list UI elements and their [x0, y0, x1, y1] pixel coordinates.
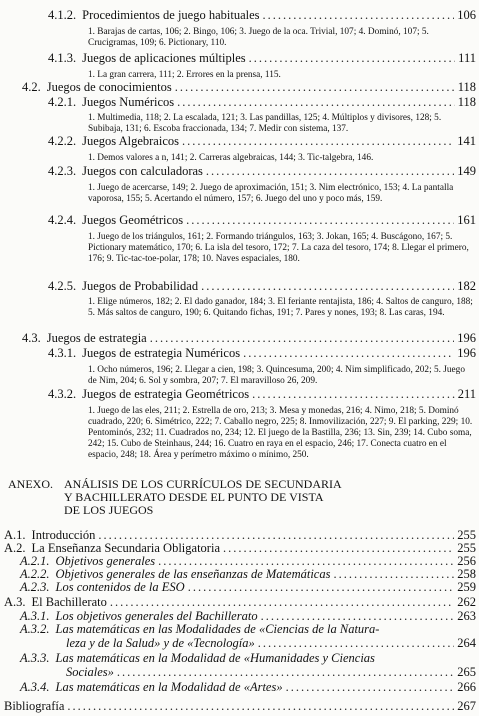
- entry-number: A.1.: [4, 528, 26, 542]
- entry-number: 4.2.: [22, 80, 41, 94]
- entry-title: Objetivos generales: [55, 554, 156, 568]
- toc-entry: [20, 652, 375, 665]
- toc-entry: [22, 81, 476, 94]
- entry-title: Juegos de estrategia: [46, 331, 147, 345]
- leader-dots: [223, 542, 454, 555]
- leader-dots: [158, 555, 454, 568]
- entry-title: Objetivos generales de las enseñanzas de Matemáticas: [55, 567, 331, 581]
- toc-entry: [20, 568, 476, 581]
- entry-number: 4.3.: [22, 331, 41, 345]
- leader-dots: [98, 529, 454, 542]
- leader-dots: [186, 214, 454, 227]
- entry-page: 258: [457, 567, 476, 581]
- entry-number: A.2.3.: [20, 580, 50, 594]
- entry-page: 141: [457, 134, 476, 148]
- entry-title: Juegos con calculadoras: [82, 164, 203, 178]
- entry-page: 265: [457, 665, 476, 679]
- leader-dots: [263, 9, 455, 22]
- toc-entry-continuation: [66, 637, 476, 650]
- entry-number: A.3.3.: [20, 651, 50, 665]
- toc-entry: [20, 581, 476, 594]
- toc-entry: [48, 52, 476, 65]
- leader-dots: [258, 637, 455, 650]
- entry-description: 1. Juego de las eles, 211; 2. Estrella de oro, 213; 3. Mesa y monedas, 216; 4. Nimo, 218; 5. Dominó cuadrado, 220; 6. Simétrico, 222; 7. Caballo negro, 225; 8. Inmovilización, 227; 9. El parking, 229; 10. Pentominós, 232; 11. Cuadrados no, 234; 12. El juego de la Bastilla, 236; 13. Sin, 239; 14. Cubo soma, 242; 15. Cubo de Steinhaus, 244; 16. Cuatro en raya en el espacio, 246; 17. Conecta cuatro en el espacio, 248; 18. Área y perímetro máximo o mínimo, 250.: [88, 406, 473, 461]
- toc-entry: [22, 332, 476, 345]
- entry-page: 259: [457, 580, 476, 594]
- leader-dots: [261, 610, 455, 623]
- toc-entry-bibliography: [4, 700, 476, 713]
- entry-title: Bibliografía: [4, 699, 65, 713]
- entry-title: Juegos Numéricos: [82, 95, 175, 109]
- entry-title: Juegos Algebraicos: [82, 134, 179, 148]
- entry-title: Las matemáticas en la Modalidad de «Artes»: [55, 680, 283, 694]
- entry-page: 256: [457, 554, 476, 568]
- entry-page: 211: [457, 387, 476, 401]
- entry-description: 1. Juego de los triángulos, 161; 2. Formando triángulos, 163; 3. Jokan, 165; 4. Buscágono, 167; 5. Pictionary matemático, 170; 6. La isla del tesoro, 172; 7. La caza del tesoro, 174; 8. Llegar el primero, 176; 9. Tic-tac-toe-polar, 178; 10. Naves espaciales, 180.: [88, 232, 469, 265]
- entry-number: A.2.2.: [20, 567, 50, 581]
- entry-title-line: Sociales»: [66, 665, 114, 679]
- entry-page: 262: [457, 595, 476, 609]
- entry-number: 4.1.3.: [48, 51, 77, 65]
- entry-page: 118: [457, 95, 476, 109]
- entry-page: 196: [457, 346, 476, 360]
- toc-entry: [20, 681, 476, 694]
- toc-entry: [20, 623, 379, 636]
- leader-dots: [243, 347, 454, 360]
- entry-number: 4.2.1.: [48, 95, 77, 109]
- entry-page: 267: [457, 699, 476, 713]
- leader-dots: [110, 596, 454, 609]
- leader-dots: [201, 280, 454, 293]
- toc-entry: [48, 388, 476, 401]
- toc-entry: [20, 555, 476, 568]
- toc-entry-continuation: [66, 666, 476, 679]
- entry-number: 4.2.5.: [48, 279, 77, 293]
- entry-title: Introducción: [31, 528, 96, 542]
- entry-number: A.2.1.: [20, 554, 50, 568]
- entry-title-line: leza y de la Salud» y de «Tecnología»: [66, 636, 255, 650]
- toc-entry: [4, 596, 476, 609]
- leader-dots: [188, 581, 455, 594]
- leader-dots: [182, 135, 454, 148]
- annex-title-line: Y BACHILLERATO DESDE EL PUNTO DE VISTA: [64, 490, 324, 504]
- entry-page: 255: [457, 541, 476, 555]
- entry-description: 1. Ocho números, 196; 2. Llegar a cien, 198; 3. Quincesuma, 200; 4. Nim simplificado, 202; 5. Juego de Nim, 204; 6. Sol y sombra, 207; 7. El maravilloso 26, 209.: [88, 365, 465, 387]
- toc-entry: [20, 610, 476, 623]
- entry-number: A.3.2.: [20, 622, 50, 636]
- entry-title: La Enseñanza Secundaria Obligatoria: [31, 541, 220, 555]
- entry-description: 1. La gran carrera, 111; 2. Errores en la prensa, 115.: [88, 70, 281, 80]
- entry-description: 1. Demos valores a n, 141; 2. Carreras algebraicas, 144; 3. Tic-talgebra, 146.: [88, 153, 374, 163]
- annex-title-line: DE LOS JUEGOS: [64, 503, 154, 517]
- leader-dots: [117, 666, 454, 679]
- entry-number: 4.3.1.: [48, 346, 77, 360]
- entry-page: 196: [457, 331, 476, 345]
- annex-title-line: ANÁLISIS DE LOS CURRÍCULOS DE SECUNDARIA: [64, 477, 342, 491]
- entry-number: A.3.: [4, 595, 26, 609]
- entry-page: 106: [457, 8, 476, 22]
- entry-number: A.2.: [4, 541, 26, 555]
- toc-entry: [48, 135, 476, 148]
- entry-title: Los contenidos de la ESO: [55, 580, 185, 594]
- leader-dots: [175, 81, 455, 94]
- entry-title-line: Las matemáticas en las Modalidades de «Ciencias de la Natura-: [55, 622, 380, 636]
- entry-page: 161: [457, 213, 476, 227]
- entry-title-line: Las matemáticas en la Modalidad de «Humanidades y Ciencias: [55, 651, 375, 665]
- toc-entry: [4, 529, 476, 542]
- toc-entry: [48, 9, 476, 22]
- leader-dots: [150, 332, 455, 345]
- entry-title: Juegos de Probabilidad: [82, 279, 199, 293]
- entry-number: 4.2.4.: [48, 213, 77, 227]
- entry-title: Procedimientos de juego habituales: [82, 8, 260, 22]
- entry-title: Juegos de conocimientos: [46, 80, 172, 94]
- entry-title: El Bachillerato: [31, 595, 107, 609]
- leader-dots: [286, 681, 455, 694]
- leader-dots: [177, 96, 455, 109]
- entry-page: 111: [458, 51, 476, 65]
- entry-page: 149: [457, 164, 476, 178]
- entry-description: 1. Elige números, 182; 2. El dado ganador, 184; 3. El feriante rentajista, 186; 4. Saltos de canguro, 188; 5. Más saltos de canguro, 190; 6. Quitando fichas, 191; 7. Pares y nones, 193; 8. Las caras, 194.: [88, 297, 473, 319]
- entry-description: 1. Multimedia, 118; 2. La escalada, 121; 3. Las pandillas, 125; 4. Múltiplos y divisores, 128; 5. Subibaja, 131; 6. Escoba fraccionada, 134; 7. Medir con sistema, 137.: [88, 113, 442, 135]
- leader-dots: [252, 388, 455, 401]
- toc-entry: [48, 96, 476, 109]
- entry-number: 4.2.2.: [48, 134, 77, 148]
- leader-dots: [249, 52, 456, 65]
- entry-page: 255: [457, 528, 476, 542]
- entry-title: Los objetivos generales del Bachillerato: [55, 609, 258, 623]
- toc-entry: [48, 280, 476, 293]
- toc-entry: [48, 214, 476, 227]
- entry-number: A.3.4.: [20, 680, 50, 694]
- entry-page: 118: [457, 80, 476, 94]
- toc-entry: [4, 542, 476, 555]
- toc-entry: [48, 347, 476, 360]
- entry-title: Juegos Geométricos: [82, 213, 184, 227]
- entry-page: 263: [457, 609, 476, 623]
- toc-entry: [48, 165, 476, 178]
- leader-dots: [333, 568, 454, 581]
- entry-number: 4.2.3.: [48, 164, 77, 178]
- entry-number: 4.3.2.: [48, 387, 77, 401]
- leader-dots: [67, 700, 454, 713]
- entry-page: 266: [457, 680, 476, 694]
- entry-page: 182: [457, 279, 476, 293]
- annex-label: ANEXO.: [8, 477, 53, 491]
- entry-description: 1. Juego de acercarse, 149; 2. Juego de aproximación, 151; 3. Nim electrónico, 153; 4. La pantalla vaporosa, 155; 5. Acertando el número, 157; 6. Juego del uno y poco más, 159.: [88, 183, 454, 205]
- entry-description: 1. Barajas de cartas, 106; 2. Bingo, 106; 3. Juego de la oca. Trivial, 107; 4. Dominó, 107; 5. Crucigramas, 109; 6. Pictionary, 110.: [88, 27, 429, 49]
- entry-number: 4.1.2.: [48, 8, 77, 22]
- entry-page: 264: [457, 636, 476, 650]
- entry-number: A.3.1.: [20, 609, 50, 623]
- leader-dots: [206, 165, 454, 178]
- entry-title: Juegos de aplicaciones múltiples: [82, 51, 246, 65]
- entry-title: Juegos de estrategia Geométricos: [82, 387, 250, 401]
- entry-title: Juegos de estrategia Numéricos: [82, 346, 241, 360]
